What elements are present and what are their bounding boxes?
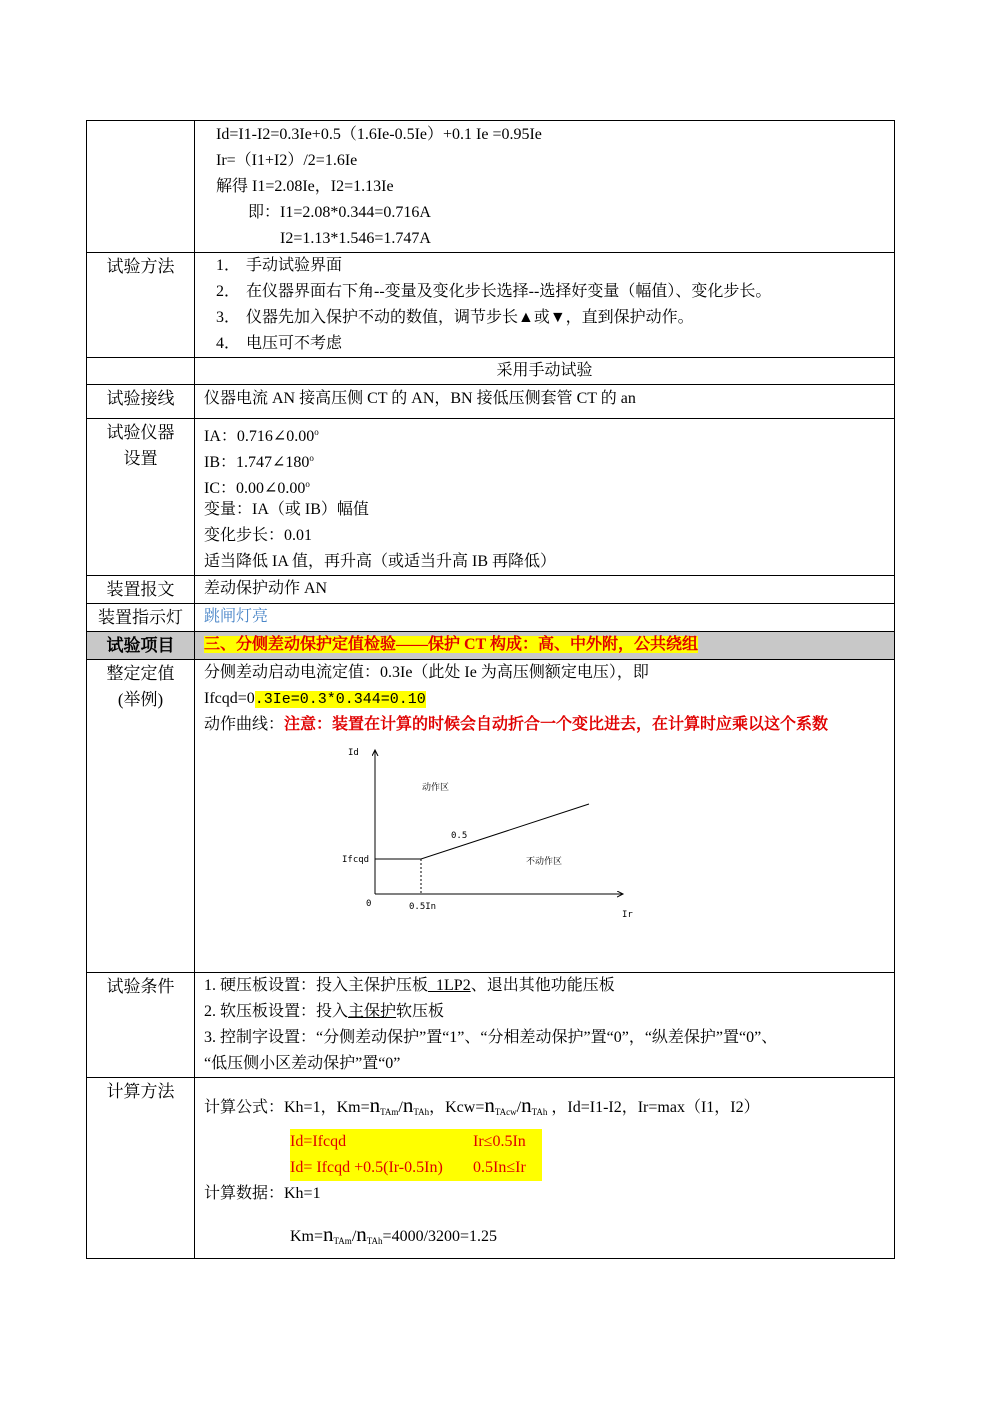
formula-line: 解得 I1=2.08Ie，I2=1.13Ie <box>216 178 394 195</box>
calc-formula: 计算公式：Kh=1，$Km=n_{TAm}/n_{TAh}$，$Kcw=n_{TAcw}/n_{TAh}$ ，Id=I1-I2，Ir=max（I1，I2） <box>204 1093 760 1117</box>
empty-label-cell <box>87 358 195 385</box>
calc-row <box>87 1078 895 1259</box>
formula-line: 即：I1=2.08*0.344=0.716A <box>248 204 431 221</box>
piecewise-line-2: Id= Ifcqd +0.5(Ir-0.5In) 0.5In≤Ir <box>290 1155 542 1181</box>
instrument-row <box>87 419 895 576</box>
report-text: 差动保护动作 AN <box>195 576 895 604</box>
action-curve <box>334 742 634 932</box>
indicator-label: 装置指示灯 <box>87 604 195 632</box>
variable-setting: 变量：IA（或 IB）幅值 <box>204 501 369 518</box>
condition-line: 1. 硬压板设置：投入主保护压板_1LP2、退出其他功能压板 <box>204 977 615 994</box>
report-row <box>87 576 895 604</box>
setting-row <box>87 660 895 973</box>
ia-setting: IA：0.716∠0.00$^o$ <box>204 427 319 445</box>
setting-line: Ifcqd=0.3Ie=0.3*0.344=0.10 <box>204 690 426 708</box>
ic-setting: IC：0.00∠0.00$^o$ <box>204 479 310 497</box>
condition-line: 2. 软压板设置：投入主保护软压板 <box>204 1003 445 1020</box>
instrument-label <box>87 419 195 576</box>
formula-line: I2=1.13*1.546=1.747A <box>280 230 431 247</box>
op-zone-label: 动作区 <box>422 783 450 793</box>
indicator-text: 跳闸灯亮 <box>195 604 895 632</box>
method-item: 3． 仪器先加入保护不动的数值，调节步长▲或▼，直到保护动作。 <box>216 309 694 326</box>
method-label: 试验方法 <box>87 253 195 358</box>
nonop-zone-label: 不动作区 <box>526 857 563 867</box>
setting-label-line1: 整定定值 <box>106 664 175 683</box>
piecewise-line-1: Id=Ifcqd Ir≤0.5In <box>290 1129 542 1155</box>
x-axis-label: Ir <box>622 910 633 920</box>
manual-note-row <box>87 358 895 385</box>
condition-line: “低压侧小区差动保护”置“0” <box>204 1055 401 1072</box>
setting-label-line2: (举例) <box>117 690 164 709</box>
conditions-cell <box>195 973 895 1078</box>
calc-continuation-cell <box>195 121 895 253</box>
setting-label <box>87 660 195 973</box>
method-row <box>87 253 895 358</box>
adjust-hint: 适当降低 IA 值，再升高（或适当升高 IB 再降低） <box>204 553 557 570</box>
calc-data: 计算数据：Kh=1 <box>204 1185 321 1202</box>
instrument-cell <box>195 419 895 576</box>
calc-label: 计算方法 <box>87 1078 195 1259</box>
setting-line: 分侧差动启动电流定值：0.3Ie（此处 Ie 为高压侧额定电压），即 <box>204 664 649 681</box>
origin-label: 0 <box>366 899 372 909</box>
empty-label-cell <box>87 121 195 253</box>
test-item-text: 三、分侧差动保护定值检验——保护 CT 构成：高、中外附，公共绕组 <box>204 636 698 653</box>
calc-piecewise <box>290 1129 542 1181</box>
calc-cell <box>195 1078 895 1259</box>
test-item-cell <box>195 632 895 660</box>
ifcqd-label: Ifcqd <box>342 855 370 865</box>
operation-curve <box>375 804 589 859</box>
formula-line: Id=I1-I2=0.3Ie+0.5（1.6Ie-0.5Ie）+0.1 Ie =0.95Ie <box>216 126 542 143</box>
instrument-label-line1: 试验仪器 <box>106 423 175 442</box>
test-table <box>86 120 895 1259</box>
slope-label: 0.5 <box>451 831 468 841</box>
y-axis-label: Id <box>348 748 359 758</box>
instrument-label-line2: 设置 <box>123 449 158 468</box>
method-cell <box>195 253 895 358</box>
wiring-text: 仪器电流 AN 接高压侧 CT 的 AN，BN 接低压侧套管 CT 的 an <box>195 385 895 419</box>
conditions-row <box>87 973 895 1078</box>
wiring-label: 试验接线 <box>87 385 195 419</box>
setting-cell <box>195 660 895 973</box>
method-item: 2． 在仪器界面右下角--变量及变化步长选择--选择好变量（幅值）、变化步长。 <box>216 283 772 300</box>
setting-value: .3Ie=0.3*0.344=0.10 <box>254 691 426 708</box>
knee-label: 0.5In <box>409 902 437 912</box>
condition-line: 3. 控制字设置：“分侧差动保护”置“1”、“分相差动保护”置“0”，“纵差保护”置“0”、 <box>204 1029 778 1046</box>
setting-line: 动作曲线：注意：装置在计算的时候会自动折合一个变比进去，在计算时应乘以这个系数 <box>204 716 829 733</box>
indicator-row <box>87 604 895 632</box>
step-setting: 变化步长：0.01 <box>204 527 313 544</box>
wiring-row <box>87 385 895 419</box>
formula-line: Ir=（I1+I2）/2=1.6Ie <box>216 152 358 169</box>
test-item-row <box>87 632 895 660</box>
test-item-label: 试验项目 <box>87 632 195 660</box>
method-item: 1． 手动试验界面 <box>216 257 343 274</box>
ib-setting: IB：1.747∠180$^o$ <box>204 453 314 471</box>
report-label: 装置报文 <box>87 576 195 604</box>
calc-continuation-row <box>87 121 895 253</box>
conditions-label: 试验条件 <box>87 973 195 1078</box>
manual-note: 采用手动试验 <box>195 358 895 385</box>
calc-km: $Km=n_{TAm}/n_{TAh}=4000/3200=1.25$ <box>290 1222 498 1246</box>
method-item: 4． 电压可不考虑 <box>216 335 343 352</box>
setting-warning: 注意：装置在计算的时候会自动折合一个变比进去，在计算时应乘以这个系数 <box>284 716 829 733</box>
